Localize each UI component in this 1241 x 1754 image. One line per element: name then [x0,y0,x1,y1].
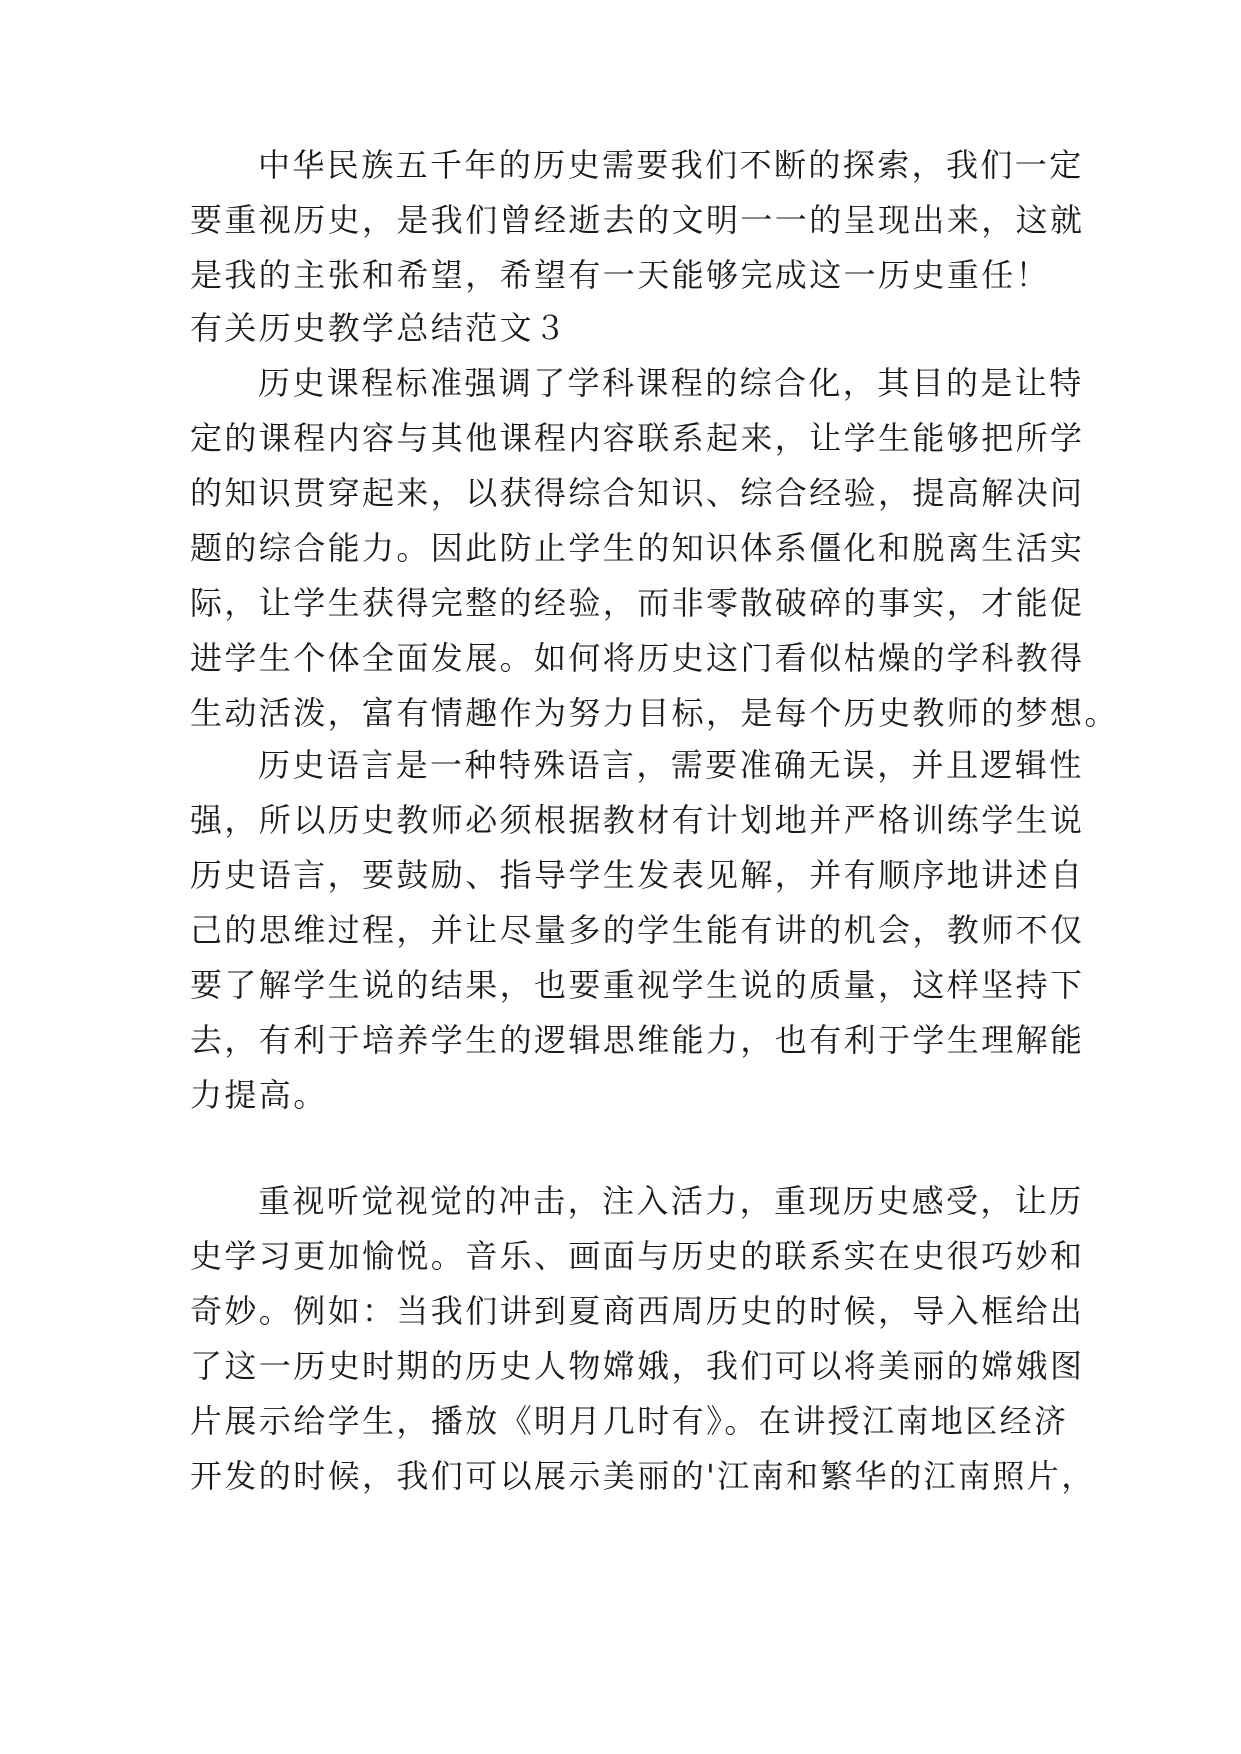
paragraph-line: 定的课程内容与其他课程内容联系起来，让学生能够把所学 [190,419,1085,457]
section-heading [190,309,1060,347]
paragraph-line: 生动活泼，富有情趣作为努力目标，是每个历史教师的梦想。 [190,694,1119,732]
paragraph-2 [190,364,1119,732]
paragraph-line: 奇妙。例如：当我们讲到夏商西周历史的时候，导入框给出 [190,1292,1085,1330]
paragraph-line: 强，所以历史教师必须根据教材有计划地并严格训练学生说 [190,801,1085,839]
paragraph-line: 历史课程标准强调了学科课程的综合化，其目的是让特 [258,364,1084,402]
paragraph-line: 要重视历史，是我们曾经逝去的文明一一的呈现出来，这就 [190,201,1085,239]
paragraph-4 [190,1182,1096,1495]
paragraph-line: 题的综合能力。因此防止学生的知识体系僵化和脱离生活实 [190,529,1085,567]
paragraph-line: 重视听觉视觉的冲击，注入活力，重现历史感受，让历 [258,1182,1084,1220]
paragraph-line: 历史语言，要鼓励、指导学生发表见解，并有顺序地讲述自 [190,856,1085,894]
paragraph-line: 要了解学生说的结果，也要重视学生说的质量，这样坚持下 [190,966,1085,1004]
paragraph-line: 中华民族五千年的历史需要我们不断的探索，我们一定 [258,146,1084,184]
paragraph-line: 片展示给学生，播放《明月几时有》。在讲授江南地区经济 [190,1402,1069,1440]
paragraph-line: 开发的时候，我们可以展示美丽的'江南和繁华的江南照片， [190,1457,1096,1495]
paragraph-line: 历史语言是一种特殊语言，需要准确无误，并且逻辑性 [258,746,1084,784]
paragraph-line: 了这一历史时期的历史人物嫦娥，我们可以将美丽的嫦娥图 [190,1347,1085,1385]
paragraph-line: 进学生个体全面发展。如何将历史这门看似枯燥的学科教得 [190,639,1085,677]
paragraph-line: 己的思维过程，并让尽量多的学生能有讲的机会，教师不仅 [190,911,1085,949]
paragraph-line: 的知识贯穿起来，以获得综合知识、综合经验，提高解决问 [190,474,1085,512]
paragraph-3 [190,746,1085,1114]
paragraph-line: 去，有利于培养学生的逻辑思维能力，也有利于学生理解能 [190,1021,1085,1059]
paragraph-line: 史学习更加愉悦。音乐、画面与历史的联系实在史很巧妙和 [190,1237,1085,1275]
heading-text: 有关历史教学总结范文３ [190,309,569,347]
paragraph-1 [190,146,1085,294]
paragraph-line: 力提高。 [190,1076,328,1114]
paragraph-line: 际，让学生获得完整的经验，而非零散破碎的事实，才能促 [190,584,1085,622]
paragraph-line: 是我的主张和希望，希望有一天能够完成这一历史重任！ [190,256,1051,294]
